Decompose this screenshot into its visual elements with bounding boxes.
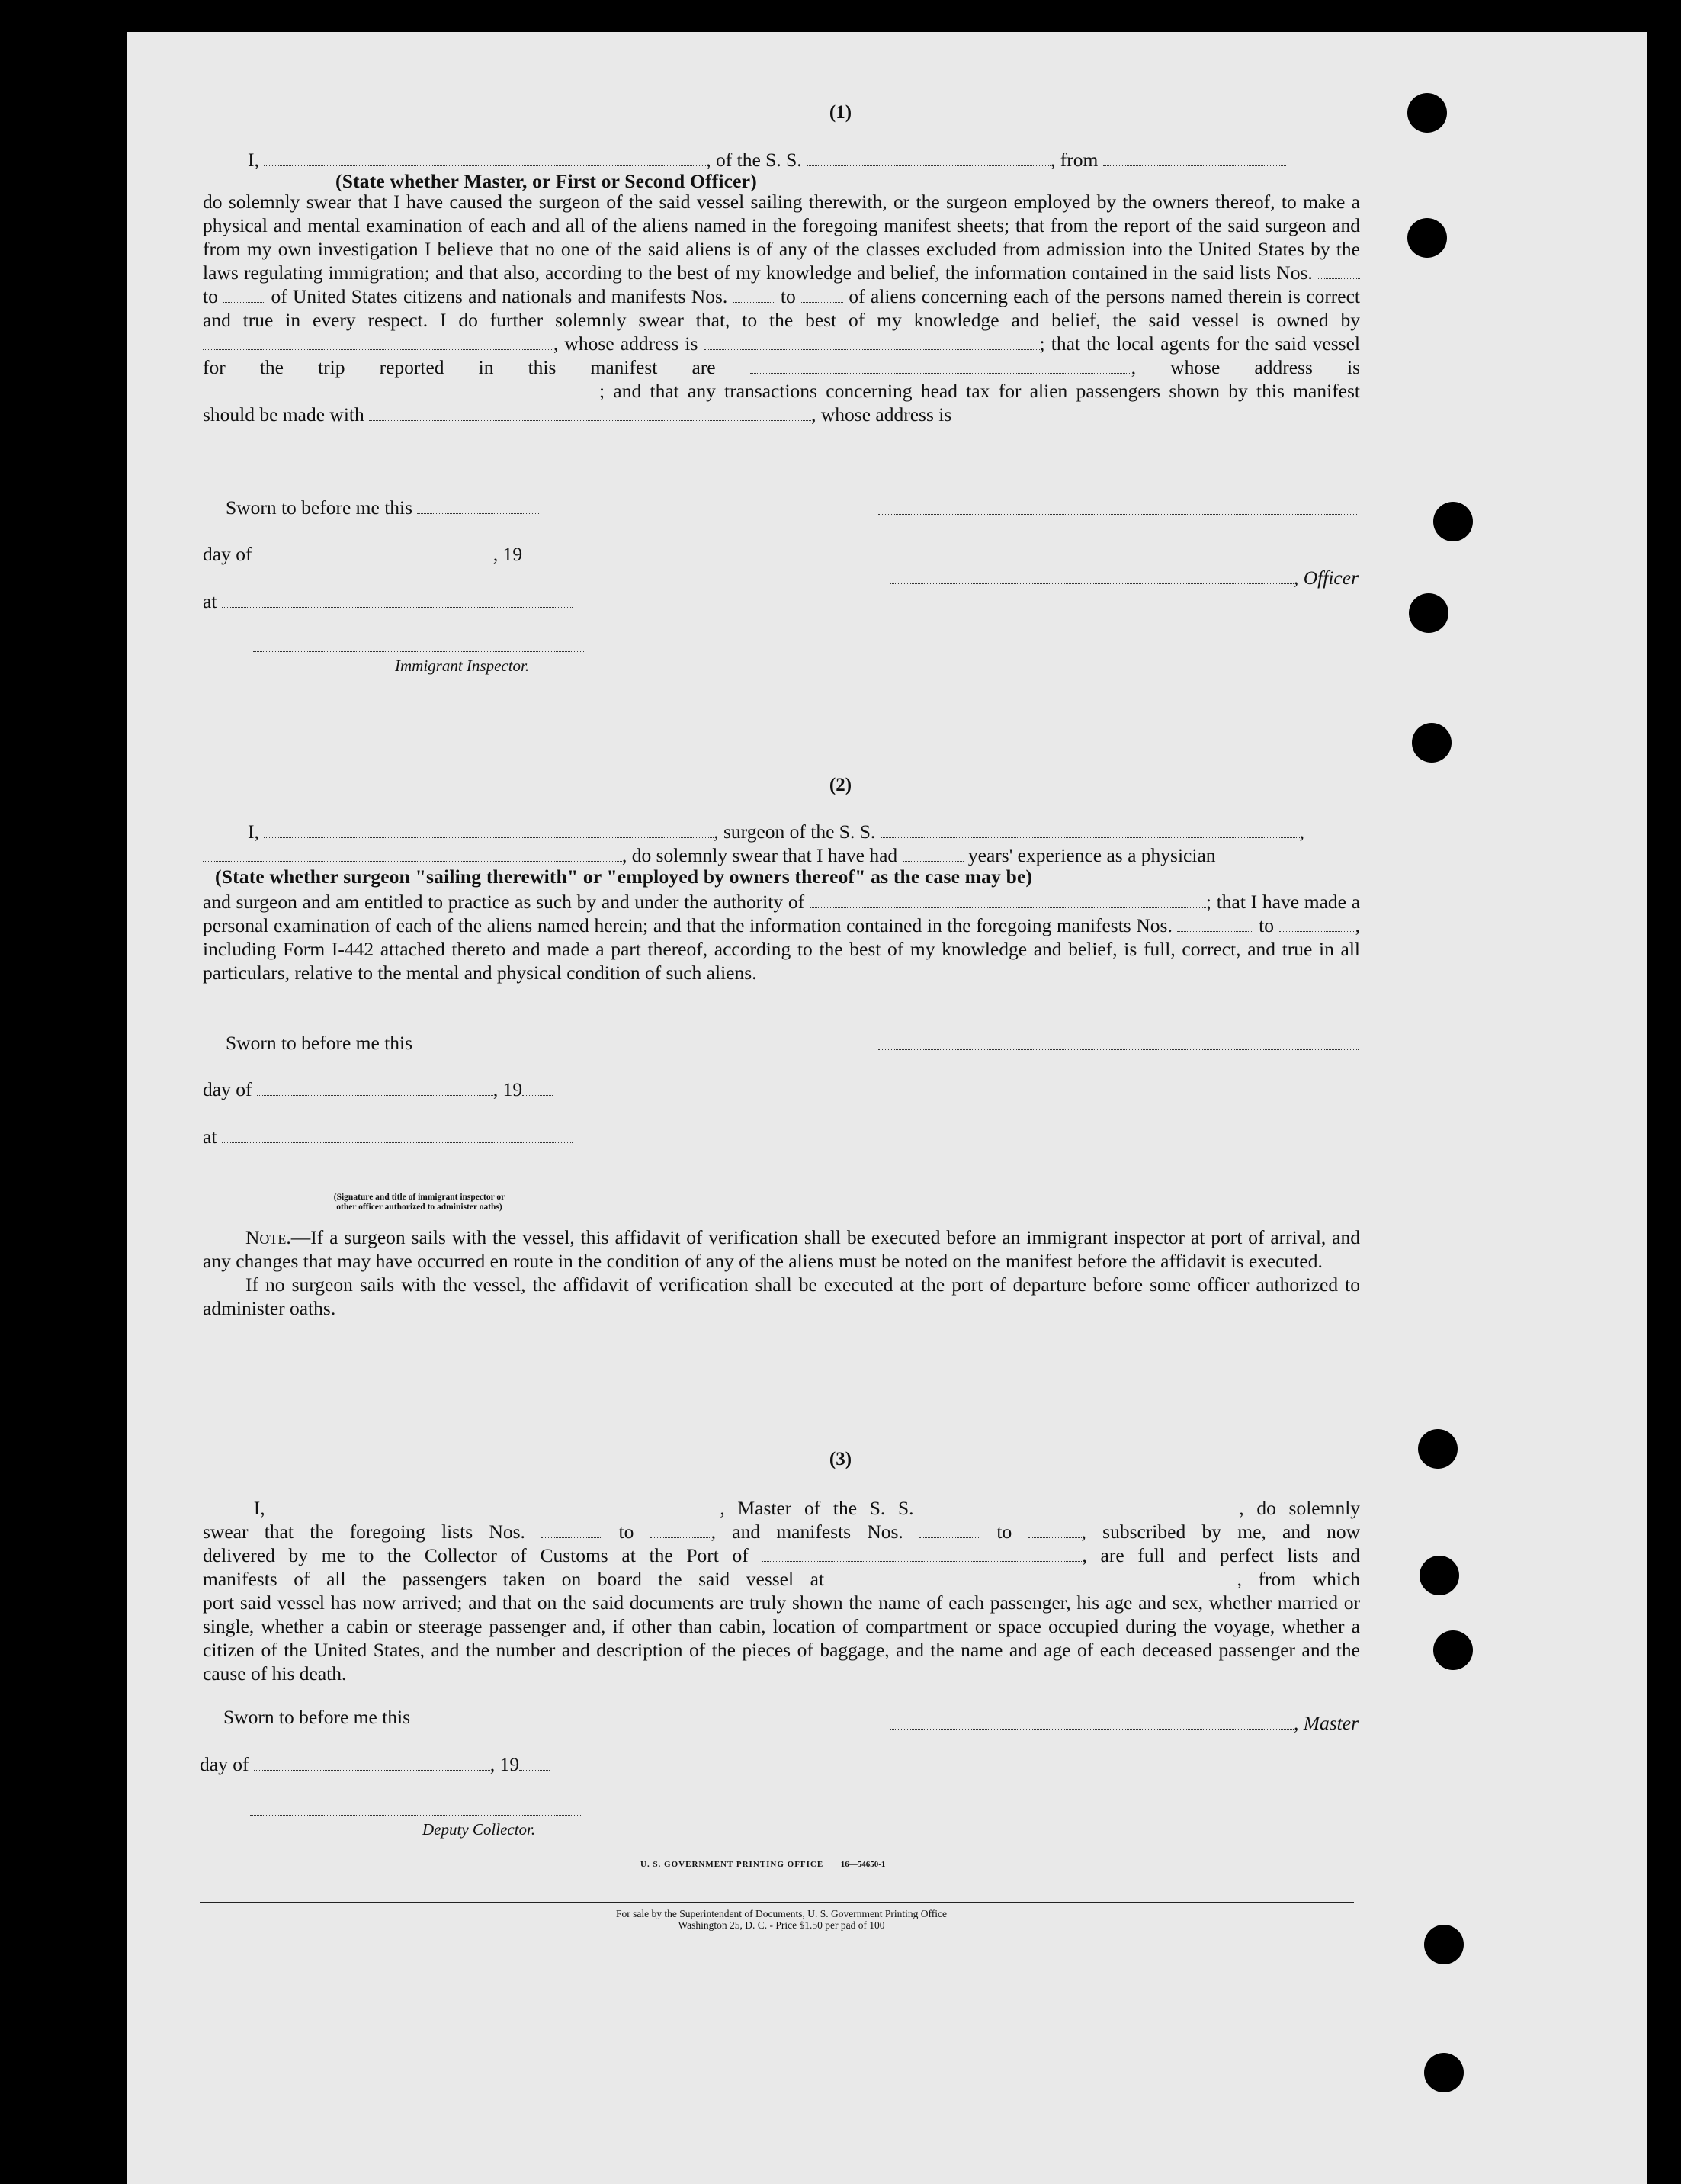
officer-signature-field[interactable] <box>890 568 1294 584</box>
month-field[interactable] <box>257 544 493 560</box>
s2-sig-caption: (Signature and title of immigrant inspector or other officer authorized to administer oaths) <box>333 1193 505 1212</box>
s3-sworn: Sworn to before me this <box>223 1705 537 1729</box>
embark-port-field[interactable] <box>841 1569 1237 1585</box>
s3-master: , Master <box>874 1711 1359 1735</box>
owner-address-field[interactable] <box>704 334 1040 350</box>
lists-to-field[interactable] <box>223 287 265 303</box>
year-field[interactable] <box>522 544 553 560</box>
s1-at: at <box>203 589 573 613</box>
deputy-collector-label: Deputy Collector. <box>422 1820 536 1839</box>
lists-from-field[interactable] <box>1318 263 1360 279</box>
s3-lists-to-field[interactable] <box>650 1522 711 1538</box>
port-field[interactable] <box>762 1546 1082 1562</box>
s1-caption: (State whether Master, or First or Second Officer) <box>335 170 757 192</box>
s2-at: at <box>203 1125 573 1148</box>
vessel-name-field[interactable] <box>807 150 1051 166</box>
from-port-field[interactable] <box>1103 150 1286 166</box>
s3-vessel-field[interactable] <box>926 1498 1239 1514</box>
s3-line4: manifests of all the passengers taken on board the said vessel at , from which <box>203 1568 1361 1590</box>
s2-dayof: day of , 19 <box>203 1078 553 1101</box>
years-experience-field[interactable] <box>903 846 964 862</box>
s3-manifests-to-field[interactable] <box>1028 1522 1082 1538</box>
printer-imprint: U. S. GOVERNMENT PRINTING OFFICE 16—54650-1 <box>640 1860 886 1869</box>
s2-body: and surgeon and am entitled to practice as such by and under the authority of ; that I have made a personal examination of each of the aliens named herein; and that the information contained in the foregoing manifests Nos. to , including Form I-442 attached thereto and made a part thereof, according to the best of my knowledge and belief, is full, correct, and true in all particulars, relative to the mental and physical condition of such aliens. <box>203 891 1361 984</box>
binder-hole <box>1412 723 1452 763</box>
s2-year-field[interactable] <box>522 1080 553 1096</box>
s2-manifests-to-field[interactable] <box>1279 916 1355 932</box>
s2-line2: , do solemnly swear that I have had years' experience as a physician <box>203 843 1362 867</box>
note-label: Note. <box>245 1226 291 1248</box>
s3-line2: swear that the foregoing lists Nos. to , and manifests Nos. to , subscribed by me, and now <box>203 1521 1361 1543</box>
binder-hole <box>1420 1556 1459 1595</box>
s2-line1: I, , surgeon of the S. S. , <box>248 821 1305 843</box>
s2-sworn-day-field[interactable] <box>417 1033 539 1049</box>
s1-signature-line[interactable] <box>878 514 1357 515</box>
local-agents-field[interactable] <box>750 358 1131 374</box>
binder-hole <box>1433 502 1473 541</box>
s2-month-field[interactable] <box>257 1080 493 1096</box>
binder-hole <box>1409 593 1448 633</box>
at-place-field[interactable] <box>222 592 573 608</box>
s3-month-field[interactable] <box>254 1755 490 1771</box>
s2-note: Note.—If a surgeon sails with the vessel, this affidavit of verification shall be executed before an immigrant inspector at port of arrival, and any changes that may have occurred en route in the condition of any of the aliens must be noted on the manifest before the affidavit is executed. If no surgeon sails with the vessel, the affidavit of verification shall be executed at the port of departure before some officer authorized to administer oaths. <box>203 1226 1360 1319</box>
s2-sworn: Sworn to before me this <box>226 1031 539 1055</box>
s3-body: port said vessel has now arrived; and that on the said documents are truly shown the name of each passenger, his age and sex, whether married or single, whether a cabin or steerage passenger and, if other than cabin, location of compartment or space occupied during the voyage, whether a citizen of the United States, and the number and description of the pieces of baggage, and the name and age of each deceased passenger and the cause of his death. <box>203 1591 1360 1685</box>
immigrant-inspector-label: Immigrant Inspector. <box>395 657 530 675</box>
s3-line3: delivered by me to the Collector of Customs at the Port of , are full and perfect lists and <box>203 1544 1360 1566</box>
manifests-to-field[interactable] <box>801 287 843 303</box>
master-name-field[interactable] <box>277 1498 720 1514</box>
s2-caption: (State whether surgeon "sailing therewith" or "employed by owners thereof" as the case may be) <box>215 866 1033 888</box>
agents-address-field[interactable] <box>203 381 599 397</box>
s1-officer: , Officer <box>877 566 1359 589</box>
binder-hole <box>1424 1925 1464 1964</box>
surgeon-name-field[interactable] <box>264 822 714 838</box>
binder-hole <box>1424 2053 1464 2092</box>
master-signature-field[interactable] <box>890 1713 1294 1730</box>
s3-manifests-from-field[interactable] <box>919 1522 980 1538</box>
section-2-number: (2) <box>829 775 852 795</box>
binder-hole <box>1433 1630 1473 1670</box>
owner-field[interactable] <box>203 334 553 350</box>
manifests-from-field[interactable] <box>733 287 775 303</box>
s2-manifests-from-field[interactable] <box>1177 916 1253 932</box>
s3-line1: I, , Master of the S. S. , do solemnly <box>253 1497 1361 1519</box>
surgeon-status-field[interactable] <box>203 846 622 862</box>
inspector-signature-line[interactable] <box>253 651 585 652</box>
section-3-number: (3) <box>829 1449 852 1469</box>
s3-dayof: day of , 19 <box>200 1752 550 1776</box>
sale-notice: For sale by the Superintendent of Documents, U. S. Government Printing Office Washington 25, D. C. - Price $1.50 per pad of 100 <box>616 1908 947 1931</box>
authority-field[interactable] <box>810 892 1206 908</box>
sworn-day-field[interactable] <box>417 498 539 514</box>
collector-signature-line[interactable] <box>250 1815 582 1816</box>
section-1-number: (1) <box>829 102 852 123</box>
s1-line1: I, , of the S. S. , from <box>248 148 1361 172</box>
s2-surgeon-signature-line[interactable] <box>878 1049 1359 1050</box>
s1-body: do solemnly swear that I have caused the surgeon of the said vessel sailing therewith, or the surgeon employed by the owners thereof, to make a physical and mental examination of each and all of the aliens named in the foregoing manifest sheets; that from the report of the said surgeon and from my own investigation I believe that no one of the said aliens is of any of the classes excluded from admission into the United States by the laws regulating immigration; and that also, according to the best of my knowledge and belief, the information contained in the said lists Nos. to of United States citizens and nationals and manifests Nos. to of aliens concerning each of the persons named therein is correct and true in every respect. I do further solemnly swear that, to the best of my knowledge and belief, the said vessel is owned by , whose address is ; that the local agents for the said vessel for the trip reported in this manifest are , whose address is ; and that any transactions concerning head tax for alien passengers shown by this manifest should be made with , whose address is <box>203 191 1361 426</box>
s1-sworn: Sworn to before me this <box>226 496 539 519</box>
s3-sworn-day-field[interactable] <box>415 1707 537 1723</box>
s3-lists-from-field[interactable] <box>541 1522 602 1538</box>
s2-vessel-field[interactable] <box>881 822 1300 838</box>
binder-hole <box>1407 218 1447 258</box>
head-tax-party-field[interactable] <box>369 405 811 421</box>
s2-at-place-field[interactable] <box>222 1127 573 1143</box>
s3-year-field[interactable] <box>519 1755 550 1771</box>
officer-rank-field[interactable] <box>264 150 706 166</box>
s1-dayof: day of , 19 <box>203 542 553 566</box>
footer-rule <box>200 1902 1354 1903</box>
